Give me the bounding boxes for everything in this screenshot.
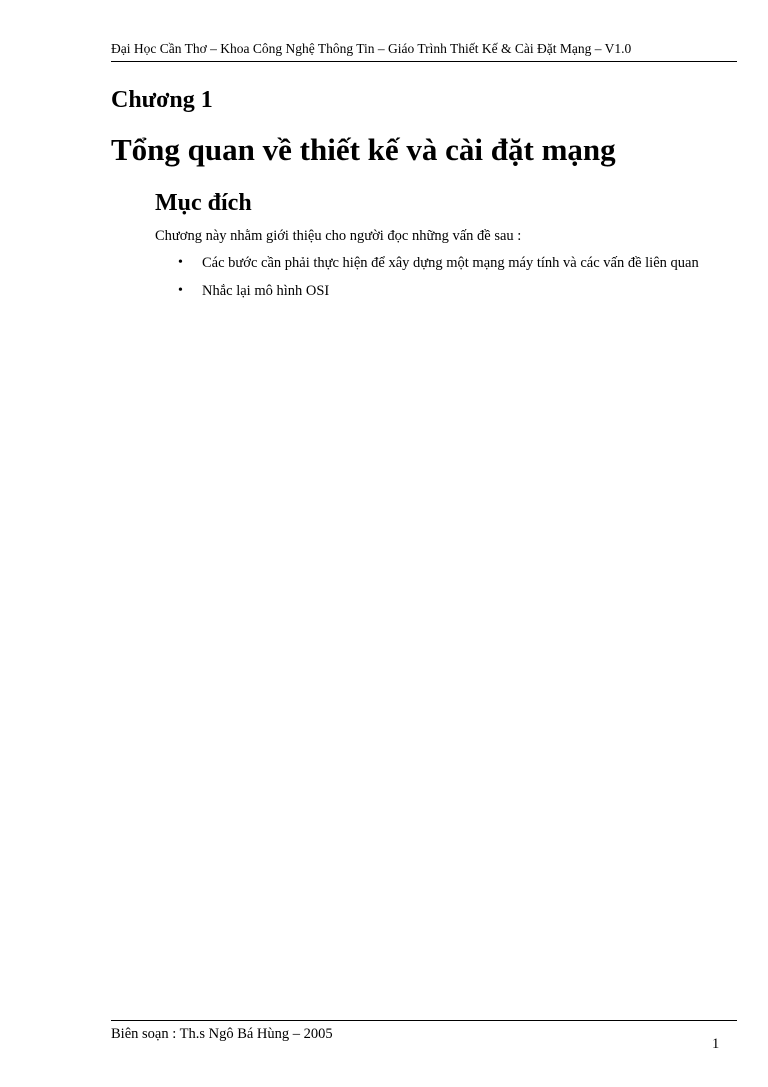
bullet-icon: • <box>178 283 183 298</box>
list-item <box>178 253 738 273</box>
footer-author: Biên soạn : Th.s Ngô Bá Hùng – 2005 <box>111 1026 333 1042</box>
chapter-title: Tổng quan về thiết kế và cài đặt mạng <box>111 132 616 167</box>
list-item <box>178 281 738 301</box>
footer-divider <box>111 1020 737 1021</box>
page-header: Đại Học Cần Thơ – Khoa Công Nghệ Thông Tin – Giáo Trình Thiết Kế & Cài Đặt Mạng – V1.0 <box>111 41 632 56</box>
list-item-text: Các bước cần phải thực hiện để xây dựng một mạng máy tính và các vấn đề liên quan <box>202 255 699 271</box>
bullet-list <box>178 253 738 309</box>
section-intro: Chương này nhằm giới thiệu cho người đọc những vấn đề sau : <box>155 228 522 244</box>
list-item-text: Nhắc lại mô hình OSI <box>202 283 330 299</box>
bullet-icon: • <box>178 255 183 270</box>
header-divider <box>111 61 737 62</box>
page-number: 1 <box>712 1036 720 1052</box>
section-title: Mục đích <box>155 190 252 216</box>
chapter-label: Chương 1 <box>111 87 213 113</box>
